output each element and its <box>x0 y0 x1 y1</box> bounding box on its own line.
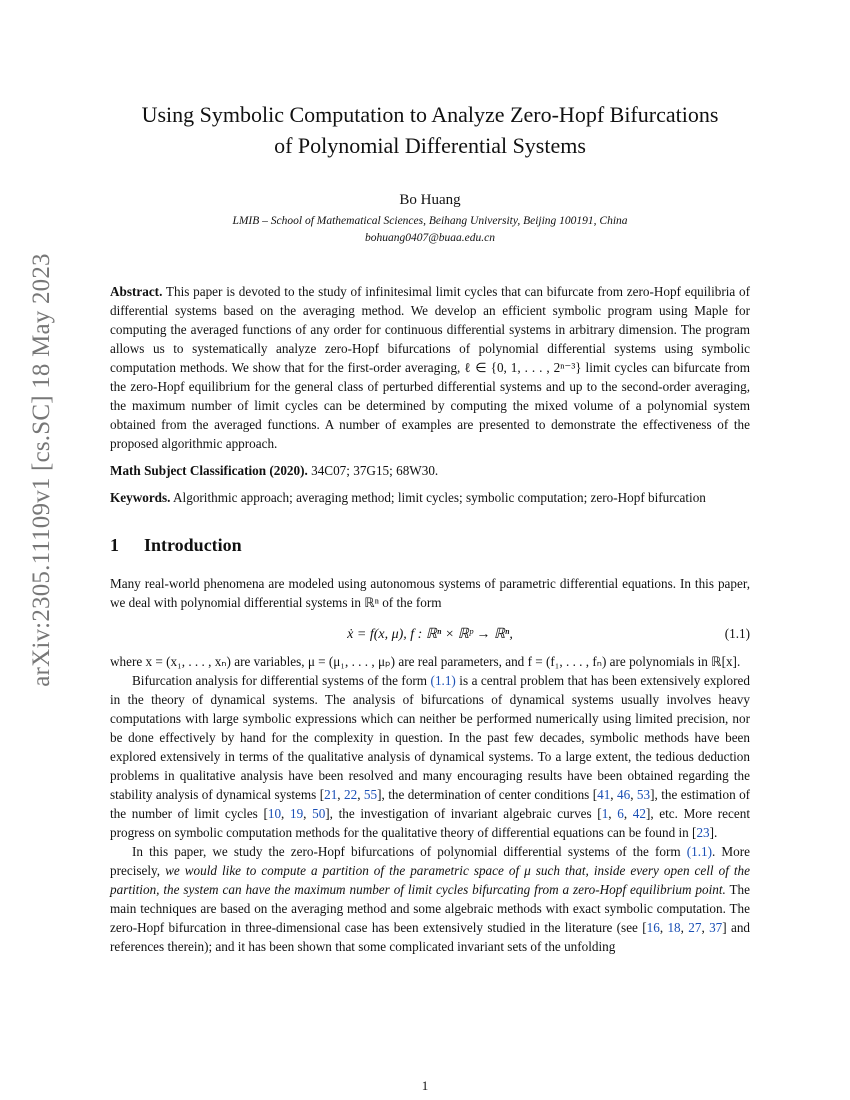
text-run: The main techniques are based on the averaging method and some algebraic methods with exact symbolic computation. The zero-Hopf bifurcation in three-dimensional case has been extensively studied in the literature (see [ <box>110 881 750 935</box>
abstract-label: Abstract. <box>110 283 163 299</box>
paper-content <box>110 100 750 956</box>
citation-link[interactable]: 37 <box>709 919 723 935</box>
title-line-1: Using Symbolic Computation to Analyze Zero-Hopf Bifurcations <box>141 102 719 127</box>
citation-link[interactable]: 6 <box>617 805 624 821</box>
paper-title <box>110 100 750 162</box>
arxiv-stamp <box>0 0 60 1100</box>
author-name: Bo Huang <box>399 191 461 208</box>
intro-paragraph-4: In this paper, we study the zero-Hopf bifurcations of polynomial differential systems of the form (1.1). More precisely, we would like to compute a partition of the parametric space of μ such that, inside every open cell of the partition, the system can have the maximum number of limit cycles bifurcating from a zero-Hopf equilibrium point. The main techniques are based on the averaging method and some algebraic methods with exact symbolic computation. The zero-Hopf bifurcation in three-dimensional case has been extensively studied in the literature (see [16, 18, 27, 37] and references therein); and it has been shown that some complicated invariant sets of the unfolding <box>110 843 751 954</box>
text-run: . More precisely, <box>110 843 750 878</box>
arxiv-stamp-text[interactable]: arXiv:2305.11109v1 [cs.SC] 18 May 2023 <box>28 253 55 687</box>
msc-label: Math Subject Classification (2020). <box>110 462 308 478</box>
text-run: is a central problem that has been extensively explored in the theory of dynamical systems. The analysis of bifurcations of dynamical systems usually involves heavy computations with large symbolic expressions which can neither be performed numerically using limited precision, nor be done effectively by hand for the complexity in question. In the past few decades, symbolic methods have been explored extensively in terms of the qualitative analysis of dynamical systems. To a large extent, the tedious deduction problems in qualitative analysis have been resolved and many encouraging results have been obtained regarding the stability analysis of dynamical systems [ <box>110 672 750 802</box>
equation-ref-link[interactable]: (1.1) <box>430 672 456 688</box>
title-line-2: of Polynomial Differential Systems <box>274 132 586 158</box>
equation-body: ẋ = f(x, μ), f : ℝⁿ × ℝᵖ → ℝⁿ, <box>347 626 513 642</box>
author-affiliation: LMIB – School of Mathematical Sciences, Beihang University, Beijing 100191, China <box>232 214 628 227</box>
text-run: ], the estimation of the number of limit cycles [ <box>110 786 751 821</box>
equation-ref-link[interactable]: (1.1) <box>686 843 713 859</box>
citation-link[interactable]: 23 <box>696 824 710 840</box>
section-number: 1 <box>110 534 119 555</box>
text-run: ], the investigation of invariant algebraic curves [ <box>325 805 602 821</box>
math-subject-classification <box>110 461 750 480</box>
citation-link[interactable]: 21 <box>324 786 338 802</box>
equation-label: (1.1) <box>724 625 750 641</box>
intro-paragraph-1: Many real-world phenomena are modeled using autonomous systems of parametric differential equations. In this paper, we deal with polynomial differential systems in ℝⁿ of the form <box>110 575 750 610</box>
citation-link[interactable]: 10 <box>267 805 282 821</box>
author-email[interactable]: bohuang0407@buaa.edu.cn <box>364 231 496 244</box>
citation-link[interactable]: 42 <box>632 805 646 821</box>
citation-link[interactable]: 55 <box>363 786 378 802</box>
citation-link[interactable]: 41 <box>597 786 611 802</box>
text-run: In this paper, we study the zero-Hopf bifurcations of polynomial differential systems of the form <box>132 843 687 859</box>
abstract-text: This paper is devoted to the study of infinitesimal limit cycles that can bifurcate from zero-Hopf equilibria of differential systems based on the averaging method. We develop an efficient symbolic program using Maple for computing the averaged functions of any order for continuous differential systems in arbitrary dimension. The program allows us to systematically analyze zero-Hopf bifurcations of polynomial differential systems using symbolic computation methods. We show that for the first-order averaging, ℓ ∈ {0, 1, . . . , 2ⁿ⁻³} limit cycles can bifurcate from the zero-Hopf equilibrium for the general class of perturbed differential systems and up to the second-order averaging, the maximum number of limit cycles can be determined by computing the mixed volume of a polynomial system obtained from the averaged functions. A number of examples are presented to demonstrate the effectiveness of the proposed algorithmic approach. <box>110 283 751 451</box>
citation-link[interactable]: 27 <box>688 919 702 935</box>
text-run: ]. <box>709 824 718 840</box>
keywords-label: Keywords. <box>110 489 171 505</box>
citation-link[interactable]: 46 <box>617 786 631 802</box>
page-number: 1 <box>421 1078 429 1093</box>
msc-text: 34C07; 37G15; 68W30. <box>311 462 439 478</box>
keywords-text: Algorithmic approach; averaging method; limit cycles; symbolic computation; zero-Hopf bifurcation <box>173 489 706 505</box>
citation-link[interactable]: 50 <box>312 805 326 821</box>
intro-paragraph-3: Bifurcation analysis for differential systems of the form (1.1) is a central problem that has been extensively explored in the theory of dynamical systems. The analysis of bifurcations of dynamical systems usually involves heavy computations with large symbolic expressions which can neither be performed numerically using limited precision, nor be done effectively by hand for the complexity in question. In the past few decades, symbolic methods have been explored extensively in terms of the qualitative analysis of dynamical systems. To a large extent, the tedious deduction problems in qualitative analysis have been resolved and many encouraging results have been obtained regarding the stability analysis of dynamical systems [21, 22, 55], the determination of center conditions [41, 46, 53], the estimation of the number of limit cycles [10, 19, 50], the investigation of invariant algebraic curves [1, 6, 42], etc. More recent progress on symbolic computation methods for the qualitative theory of differential equations can be found in [23]. <box>110 672 751 840</box>
citation-link[interactable]: 53 <box>636 786 651 802</box>
italic-statement: we would like to compute a partition of the parametric space of μ such that, inside every open cell of the partition, the system can have the maximum number of limit cycles bifurcating from a zero-Hopf equilibrium point. <box>110 862 750 897</box>
citation-link[interactable]: 16 <box>646 919 660 935</box>
citation-link[interactable]: 22 <box>344 786 358 802</box>
abstract <box>110 282 750 453</box>
intro-paragraph-2: where x = (x₁, . . . , xₙ) are variables, μ = (μ₁, . . . , μₚ) are real parameters, and f = (f₁, . . . , fₙ) are polynomials in ℝ[x]. <box>110 653 741 669</box>
text-run: ], the determination of center conditions [ <box>377 786 598 802</box>
equation-1-1 <box>110 618 750 652</box>
citation-link[interactable]: 19 <box>289 805 304 821</box>
text-run: ] and references therein); and it has been shown that some complicated invariant sets of the unfolding <box>110 919 751 954</box>
text-run: Bifurcation analysis for differential systems of the form <box>132 672 431 688</box>
citation-link[interactable]: 1 <box>601 805 609 821</box>
keywords <box>110 488 750 507</box>
citation-link[interactable]: 18 <box>667 919 681 935</box>
text-run: ], etc. More recent progress on symbolic computation methods for the qualitative theory of differential equations can be found in [ <box>110 805 750 840</box>
section-heading <box>110 535 750 556</box>
section-title: Introduction <box>144 534 242 555</box>
